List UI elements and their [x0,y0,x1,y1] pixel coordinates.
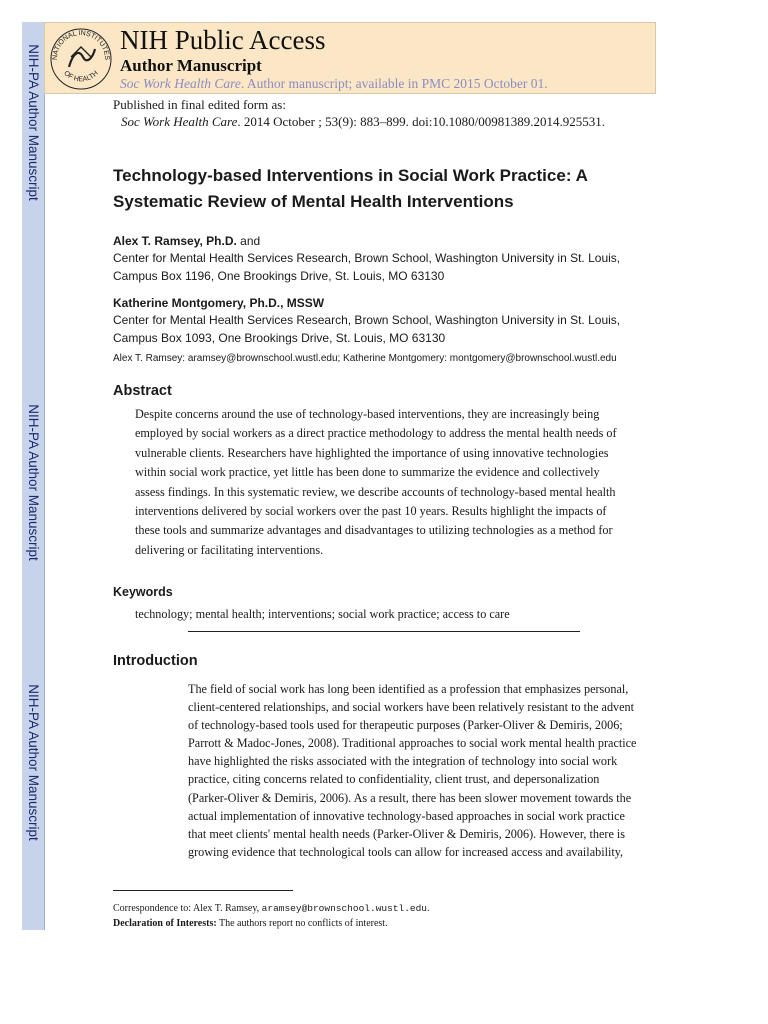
introduction-heading: Introduction [113,653,198,669]
correspondence-email: aramsey@brownschool.wustl.edu [261,903,427,914]
citation-journal: Soc Work Health Care [121,114,238,129]
citation-details: . 2014 October ; 53(9): 883–899. doi:10.1080/00981389.2014.925531. [237,114,605,129]
keywords-list: technology; mental health; interventions; social work practice; access to care [135,607,510,621]
section-divider [188,631,580,632]
interests-footnote: Declaration of Interests: The authors report no conflicts of interest. [113,918,388,929]
author-affiliation-2: Center for Mental Health Services Research, Brown School, Washington University in St. Louis, Campus Box 1093, One Brookings Drive, St. Louis, MO 63130 [113,313,621,345]
availability-note [120,76,548,92]
sidebar-label-top: NIH-PA Author Manuscript [25,43,41,201]
published-as-label: Published in final edited form as: [113,97,286,112]
author-manuscript-label: Author Manuscript [120,56,262,75]
keywords-heading: Keywords [113,585,173,599]
sidebar-label-middle: NIH-PA Author Manuscript [25,403,41,561]
availability-text: . Author manuscript; available in PMC 2015 October 01. [240,76,548,91]
author-name-1: Alex T. Ramsey, Ph.D. and [113,234,261,248]
article-title: Technology-based Interventions in Social Work Practice: A Systematic Review of Mental Health Interventions [113,166,588,211]
author-affiliation-1: Center for Mental Health Services Research, Brown School, Washington University in St. Louis, Campus Box 1196, One Brookings Drive, St. Louis, MO 63130 [113,251,621,283]
author-emails: Alex T. Ramsey: aramsey@brownschool.wustl.edu; Katherine Montgomery: montgomery@brownschool.wustl.edu [113,353,617,364]
abstract-heading: Abstract [113,383,172,399]
svg-text:OF HEALTH: OF HEALTH [62,69,100,84]
correspondence-footnote: Correspondence to: Alex T. Ramsey, aramsey@brownschool.wustl.edu. [113,903,430,914]
footnote-divider [113,890,293,891]
nih-logo [49,27,113,91]
nih-public-access-title: NIH Public Access [120,25,326,55]
author-name-2: Katherine Montgomery, Ph.D., MSSW [113,296,325,310]
journal-name: Soc Work Health Care [120,76,241,91]
abstract-body: Despite concerns around the use of technology-based interventions, they are increasingly being employed by social workers as a direct practice methodology to address the mental health needs of vulnerable clients. Researchers have highlighted the importance of using innovative technologies within social work practice, yet little has been done to summarize the evidence and collectively assess findings. In this systematic review, we describe accounts of technology-based mental health interventions delivered by social workers over the past 10 years. Results highlight the impacts of these tools and summarize advantages and disadvantages to utilizing technologies as a method for delivering or facilitating interventions. [135,407,617,557]
nih-header-banner [44,22,656,94]
introduction-body: The field of social work has long been identified as a profession that emphasizes personal, client-centered relationships, and social workers have been relatively resistant to the advent of technology-based tools used for therapeutic purposes (Parker-Oliver & Demiris, 2006; Parrott & Madoc-Jones, 2008). Traditional approaches to social work mental health practice have highlighted the risks associated with the integration of technology into social work practice, citing concerns related to confidentiality, client trust, and depersonalization (Parker-Oliver & Demiris, 2006). As a result, there has been slower movement towards the actual implementation of innovative technology-based approaches in social work practice that meet clients' mental health needs (Parker-Oliver & Demiris, 2006). However, there is growing evidence that technological tools can allow for increased access and availability, [188,682,637,859]
svg-text:NATIONAL INSTITUTES: NATIONAL INSTITUTES [51,29,111,61]
publication-citation [121,114,605,130]
manuscript-sidebar [22,22,45,930]
sidebar-label-bottom: NIH-PA Author Manuscript [25,683,41,841]
